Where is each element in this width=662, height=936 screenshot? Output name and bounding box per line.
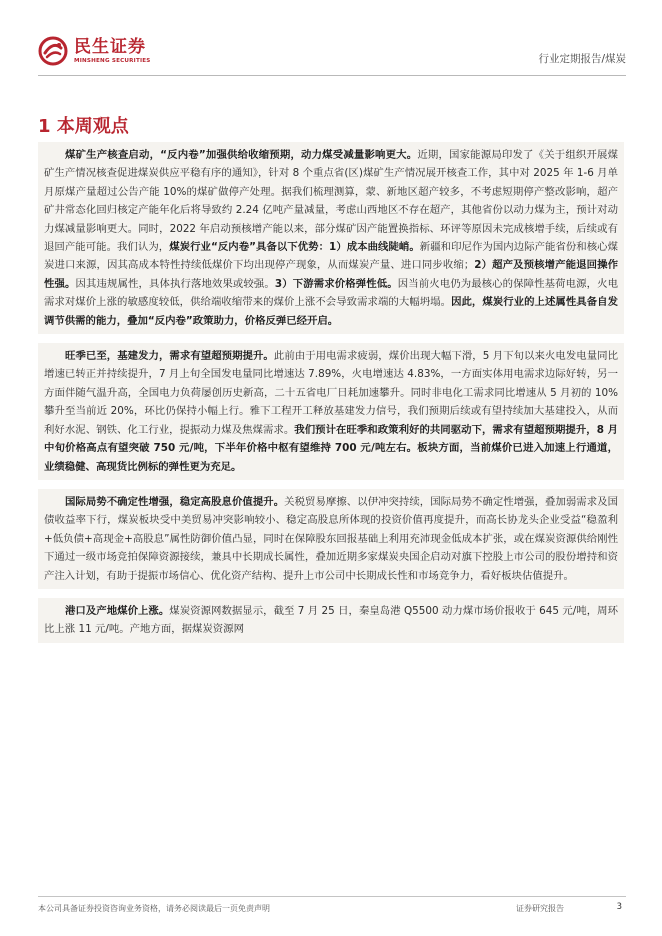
text-segment: 此前由于用电需求疲弱，煤价出现大幅下滑，5 月下旬以来火电发电量同比增速已转正并持续提升，7 月上旬全国发电量同比增速达 7.89%，火电增速达 4.83%，一方面实体用电需求边际好转，另一方面伴随气温升高，全国电力负荷屡创历史新高，二十五省电厂日耗加速攀升。同时非电化工需求同比增速从 5 月初的 10%攀升至当前近 20%，环比仍保持小幅上行。雅下工程开工释放基建发力信号，我们预期后续或有望持续加大基建投入，从而利好水泥、钢铁、化工行业，提振动力煤及焦煤需求。 [44,350,618,436]
company-logo [38,34,158,68]
minsheng-logo-icon [38,36,68,66]
logo-english-name: MINSHENG SECURITIES [74,57,151,64]
body-paragraph [38,343,624,480]
text-segment: 新疆和印尼作为国内边际产能省份和核心煤炭进口来源，因其高成本特性持续低煤价下均出现停产现象，从而煤炭产量、进口同步收缩； [44,241,619,272]
body-content [38,142,624,652]
bold-text-segment: 旺季已至，基建发力，需求有望超预期提升。 [65,350,274,363]
bold-text-segment: 因此，煤炭行业的上述属性具备自发调节供需的能力，叠加“反内卷”政策助力，价格反弹已经开启。 [44,296,619,327]
bold-text-segment: 国际局势不确定性增强，稳定高股息价值提升。 [65,495,285,508]
text-segment: 因当前火电仍为最核心的保障性基荷电源，火电需求对煤价上涨的敏感度较低，供给端收缩带来的煤价上涨不会导致需求端的大幅坍塌。 [44,277,619,309]
page-number: 3 [616,902,622,912]
text-segment: 因其违规属性，具体执行落地效果或较强。 [75,277,275,290]
text-segment: 煤炭资源网数据显示，截至 7 月 25 日，秦皇岛港 Q5500 动力煤市场价报收于 645 元/吨，周环比上涨 11 元/吨。产地方面，据煤炭资源网 [44,604,618,636]
bold-text-segment: 港口及产地煤价上涨。 [65,604,170,617]
footer-report-label: 证券研究报告 [516,904,564,913]
footer-divider [38,896,626,897]
report-type-label: 行业定期报告/煤炭 [538,53,626,65]
body-paragraph [38,142,624,334]
body-paragraph [38,489,624,589]
bold-text-segment: 2）超产及预核增产能退回操作性强。 [44,259,618,290]
bold-text-segment: 我们预计在旺季和政策利好的共同驱动下，需求有望超预期提升，8 月中旬价格高点有望突破 750 元/吨，下半年价格中枢有望维持 700 元/吨左右。板块方面，当前煤价已进入加速上行通道，业绩稳健、高现货比例标的弹性更为充足。 [44,423,618,473]
footer-disclaimer: 本公司具备证券投资咨询业务资格，请务必阅读最后一页免责声明 [38,904,270,913]
header-divider [38,75,626,76]
text-segment: 关税贸易摩擦、以伊冲突持续，国际局势不确定性增强，叠加弱需求及国债收益率下行，煤炭板块受中美贸易冲突影响较小、稳定高股息所体现的投资价值再度提升，而高长协龙头企业受益“稳盈利+低负债+高现金+高股息”属性防御价值凸显，同时在保障股东回报基础上利用充沛现金低成本扩张，或在煤炭资源供给刚性下通过一级市场竞拍保障资源接续，兼具中长期成长属性，叠加近期多家煤炭央国企启动对旗下控股上市公司的股份增持和资产注入计划，有助于提振市场信心、优化资产结构、提升上市公司中长期成长性和市场竞争力，看好板块估值提升。 [44,495,619,582]
bold-text-segment: 3）下游需求价格弹性低。 [274,277,398,290]
logo-chinese-name: 民生证券 [74,36,146,57]
body-paragraph [38,598,624,643]
bold-text-segment: 煤矿生产核查启动，“反内卷”加强供给收缩预期，动力煤受减量影响更大。 [65,149,418,161]
text-segment: 近期，国家能源局印发了《关于组织开展煤矿生产情况核查促进煤炭供应平稳有序的通知》，针对 8 个重点省(区)煤矿生产情况展开核查工作，其中对 2025 年 1-6 月单月原煤产量超过公告产能 10%的煤矿做停产处理。据我们梳理测算，蒙、新地区超产较多，不考虑短期停产整改影响，超产矿井常态化回归核定产能年化后将导致约 2.24 亿吨产量减量，考虑山西地区不存在超产，其他省份以动力煤为主，预计对动力煤减量影响更大。同时，2022 年启动预核增产能以来，部分煤矿因产能置换指标、环评等原因未完成核增手续，后续或有退回产能可能。我们认为， [44,149,619,254]
page-header [0,0,662,82]
bold-text-segment: 煤炭行业“反内卷”具备以下优势：1）成本曲线陡峭。 [169,241,420,254]
section-title: 1 本周观点 [38,116,129,137]
